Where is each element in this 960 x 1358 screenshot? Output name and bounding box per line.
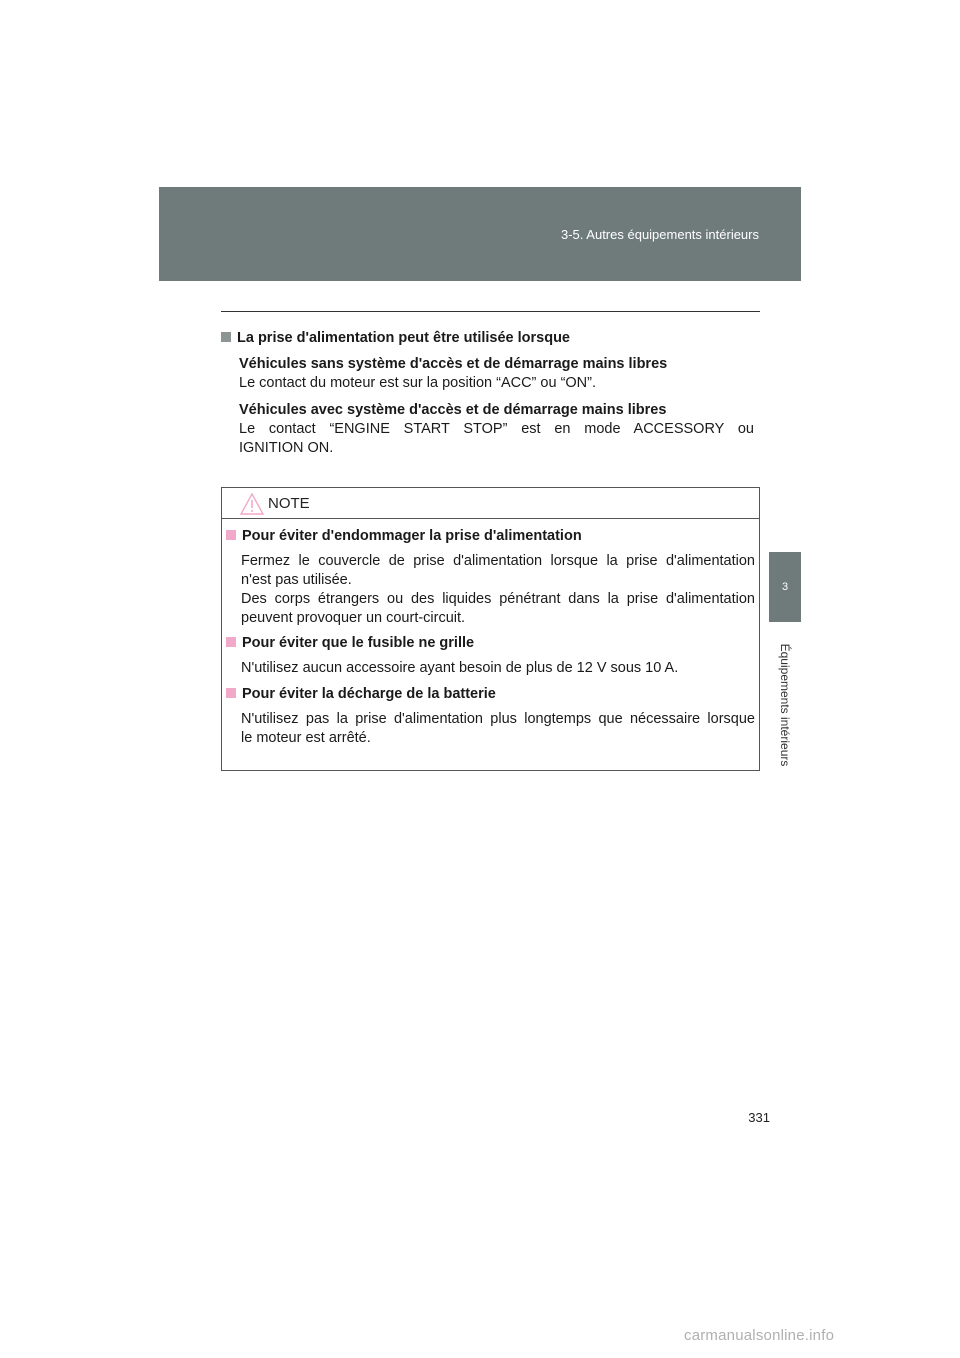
warning-triangle-icon [240,493,264,515]
usage-group-2-title: Véhicules avec système d'accès et de démarrage mains libres [239,402,667,418]
note-header [222,488,759,519]
section-rule [221,311,760,312]
usage-group-1-title: Véhicules sans système d'accès et de démarrage mains libres [239,356,668,372]
note-title: NOTE [268,495,310,512]
note-item-3-heading: Pour éviter la décharge de la batterie [242,686,496,702]
chapter-tab-text: Équipements intérieurs [778,643,792,767]
note-item-1-line3: Des corps étrangers ou des liquides pénétrant dans la prise d'alimentation [241,591,755,607]
note-item-2-line1: N'utilisez aucun accessoire ayant besoin de plus de 12 V sous 10 A. [241,660,679,676]
note-item-1-line4: peuvent provoquer un court-circuit. [241,610,466,626]
note-item-1-line2: n'est pas utilisée. [241,572,352,588]
section-title: 3-5. Autres équipements intérieurs [561,227,759,242]
note-item-2-heading: Pour éviter que le fusible ne grille [242,635,475,651]
watermark: carmanualsonline.info [684,1327,835,1344]
page-number: 331 [748,1110,770,1125]
chapter-tab-label [769,622,801,788]
usage-group-2-text-line1: Le contact “ENGINE START STOP” est en mode ACCESSORY ou [239,421,754,437]
note-item-1-line1: Fermez le couvercle de prise d'alimentation lorsque la prise d'alimentation [241,553,755,569]
note-item-3-line2: le moteur est arrêté. [241,730,371,746]
usage-group-1-text: Le contact du moteur est sur la position “ACC” ou “ON”. [239,375,597,391]
note-item-2 [222,634,761,678]
note-item-1 [222,527,761,628]
usage-group-2-text-line2: IGNITION ON. [239,440,334,456]
square-bullet-icon [226,688,236,698]
usage-heading: La prise d'alimentation peut être utilisée lorsque [221,329,760,348]
chapter-tab-number: 3 [769,552,801,622]
header-band [159,187,801,281]
note-item-3-line1: N'utilisez pas la prise d'alimentation plus longtemps que nécessaire lorsque [241,711,755,727]
square-bullet-icon [221,332,231,342]
note-body [222,527,761,748]
note-item-3 [222,685,761,748]
note-item-1-heading: Pour éviter d'endommager la prise d'alimentation [242,528,582,544]
square-bullet-icon [226,530,236,540]
note-box [221,487,760,771]
square-bullet-icon [226,637,236,647]
